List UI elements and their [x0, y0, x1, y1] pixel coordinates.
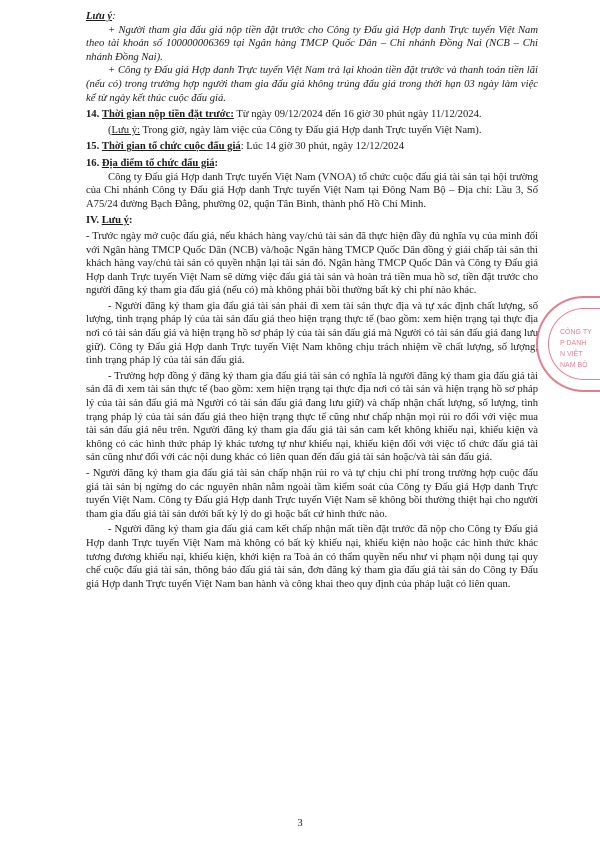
section-14-text: Từ ngày 09/12/2024 đến 16 giờ 30 phút ngày 11/12/2024.	[233, 109, 482, 121]
section-15-number: 15.	[86, 141, 100, 153]
company-seal-text-graphic	[538, 298, 600, 394]
section-iv-colon: :	[128, 215, 133, 227]
section-14-title: Thời gian nộp tiền đặt trước:	[101, 109, 234, 121]
note-top-item-2: + Công ty Đấu giá Hợp danh Trực tuyến Việt Nam trả lại khoản tiền đặt trước và thanh toán tiền lãi (nếu có) trong trường hợp người tham gia đấu giá không trúng đấu giá trong thời hạn 03 ngày làm việc kể từ ngày kết thúc cuộc đấu giá.	[86, 65, 538, 104]
company-seal-stamp	[536, 296, 600, 392]
section-16-number: 16.	[86, 157, 100, 169]
svg-text:CÔNG TY: CÔNG TY	[560, 329, 592, 336]
svg-text:P DANH: P DANH	[560, 340, 587, 347]
section-iv-bullet-1: - Trước ngày mở cuộc đấu giá, nếu khách hàng vay/chủ tài sản đã thực hiện đầy đủ nghĩa vụ của mình đối với Ngân hàng TMCP Quốc Dân (NCB) và/hoặc Ngân hàng TMCP Quốc Dân đồng ý giải chấp tài sản thì khách hàng vay/chủ tài sản có quyền nhận lại tài sản đó. Ngân hàng TMCP Quốc Dân và Công ty Đấu giá Hợp danh Trực tuyến Việt Nam sẽ dừng việc đấu giá tài sản và hoàn trả tiền mua hồ sơ, tiền đặt trước cho người đăng ký tham gia đấu giá (nếu có) mà không phải bồi thường bất kỳ chi phí nào khác.	[86, 230, 538, 297]
section-iv-number: IV.	[86, 215, 100, 227]
section-14-note-open: (	[108, 124, 112, 136]
section-15-text: : Lúc 14 giờ 30 phút, ngày 12/12/2024	[240, 141, 405, 153]
svg-text:N VIỆT: N VIỆT	[560, 351, 583, 358]
section-14	[86, 108, 538, 122]
section-15-title: Thời gian tổ chức cuộc đấu giá	[101, 141, 241, 153]
section-14-note	[86, 124, 538, 138]
section-iv-heading	[86, 214, 538, 228]
note-top-colon: :	[112, 11, 116, 22]
note-top-item-1: + Người tham gia đấu giá nộp tiền đặt trước cho Công ty Đấu giá Hợp danh Trực tuyến Việt Nam theo tài khoản số 100000006369 tại Ngân hàng TMCP Quốc Dân – Chi nhánh Đồng Nai (NCB – Chi nhánh Đồng Nai).	[86, 24, 538, 63]
section-15	[86, 140, 538, 154]
section-iv-bullet-2: - Người đăng ký tham gia đấu giá tài sản phải đi xem tài sản thực địa và tự xác định chất lượng, số lượng, tình trạng pháp lý của tài sản đấu giá theo hiện trạng thực tế (bao gồm: xem hiện trạng tại thực địa nơi có tài sản đấu giá và hiện trạng hồ sơ pháp lý của tài sản đấu giá mà Người có tài sản đấu giá đang lưu giữ). Công ty Đấu giá Hợp danh Trực tuyến Việt Nam không chịu trách nhiệm về chất lượng, số lượng, tình trạng pháp lý của tài sản đấu giá.	[86, 300, 538, 367]
section-16-colon: :	[214, 157, 219, 169]
section-14-note-text: Trong giờ, ngày làm việc của Công ty Đấu giá Hợp danh Trực tuyến Việt Nam).	[139, 124, 482, 136]
page-number: 3	[297, 818, 303, 829]
section-iv-bullet-4: - Người đăng ký tham gia đấu giá tài sản chấp nhận rủi ro và tự chịu chi phí trong trường hợp cuộc đấu giá tài sản bị ngừng do các nguyên nhân nằm ngoài tầm kiểm soát của Công ty Đấu giá Hợp danh Trực tuyến Việt Nam. Công ty Đấu giá Hợp danh Trực tuyến Việt Nam sẽ không bồi thường thiệt hại cho người tham gia đấu giá tài sản dưới bất kỳ lý do gì hoặc bất cứ hình thức nào.	[86, 468, 538, 520]
note-top-heading	[86, 10, 538, 24]
note-top-label: Lưu ý	[86, 11, 113, 22]
section-iv-bullet-5: - Người đăng ký tham gia đấu giá cam kết chấp nhận mất tiền đặt trước đã nộp cho Công ty Đấu giá Hợp danh Trực tuyến Việt Nam mà không có bất kỳ khiếu nại, khiếu kiện nào hoặc các hình thức khác tương đương khiếu nại, khiếu kiện, khởi kiện ra Toà án có thẩm quyền nếu như vi phạm nội dung tại quy chế cuộc đấu giá tài sản, thông báo đấu giá tài sản, đơn đăng ký tham gia đấu giá tài sản do Công ty Đấu giá Hợp danh Trực tuyến Việt Nam ban hành và công khai theo quy định của pháp luật có liên quan.	[86, 524, 538, 590]
section-16	[86, 157, 538, 171]
section-16-text: Công ty Đấu giá Hợp danh Trực tuyến Việt Nam (VNOA) tổ chức cuộc đấu giá tài sản tại hội trường của Chi nhánh Công ty Đấu giá Hợp danh Trực tuyến Việt Nam tại Đông Nam Bộ – Địa chỉ: Lầu 3, Số A75/24 đường Bạch Đằng, phường 02, quận Tân Bình, thành phố Hồ Chí Minh.	[86, 171, 538, 210]
section-14-number: 14.	[86, 109, 100, 121]
svg-text:NAM BỘ: NAM BỘ	[560, 362, 588, 369]
section-iv-bullet-3: - Trường hợp đồng ý đăng ký tham gia đấu giá tài sản có nghĩa là người đăng ký tham gia đấu giá tài sản đã đi xem tài sản thực tế (bao gồm: xem hiện trạng tại thực địa nơi có tài sản và hiện trạng hồ sơ pháp lý của tài sản đấu giá mà Người có tài sản đấu giá đang lưu giữ) và chấp nhận chất lượng, số lượng, tình trạng pháp lý của tài sản đấu giá theo hiện trạng thực tế cũng như chấp nhận mọi rủi ro đối với việc mua tài sản đấu giá nêu trên. Người đăng ký tham gia đấu giá tài sản cam kết không khiếu nại, khiếu kiện và không có các hình thức pháp lý khác tương tự như khiếu nại, khiếu kiện đối với việc tổ chức đấu giá tài sản cũng như đối với các nội dung khác có liên quan đến đấu giá tài sản hoặc/và tài sản đấu giá.	[86, 370, 538, 464]
section-14-note-label: Lưu ý:	[111, 124, 140, 136]
section-iv-label: Lưu ý	[101, 215, 129, 227]
section-16-title: Địa điểm tổ chức đấu giá	[101, 157, 215, 169]
